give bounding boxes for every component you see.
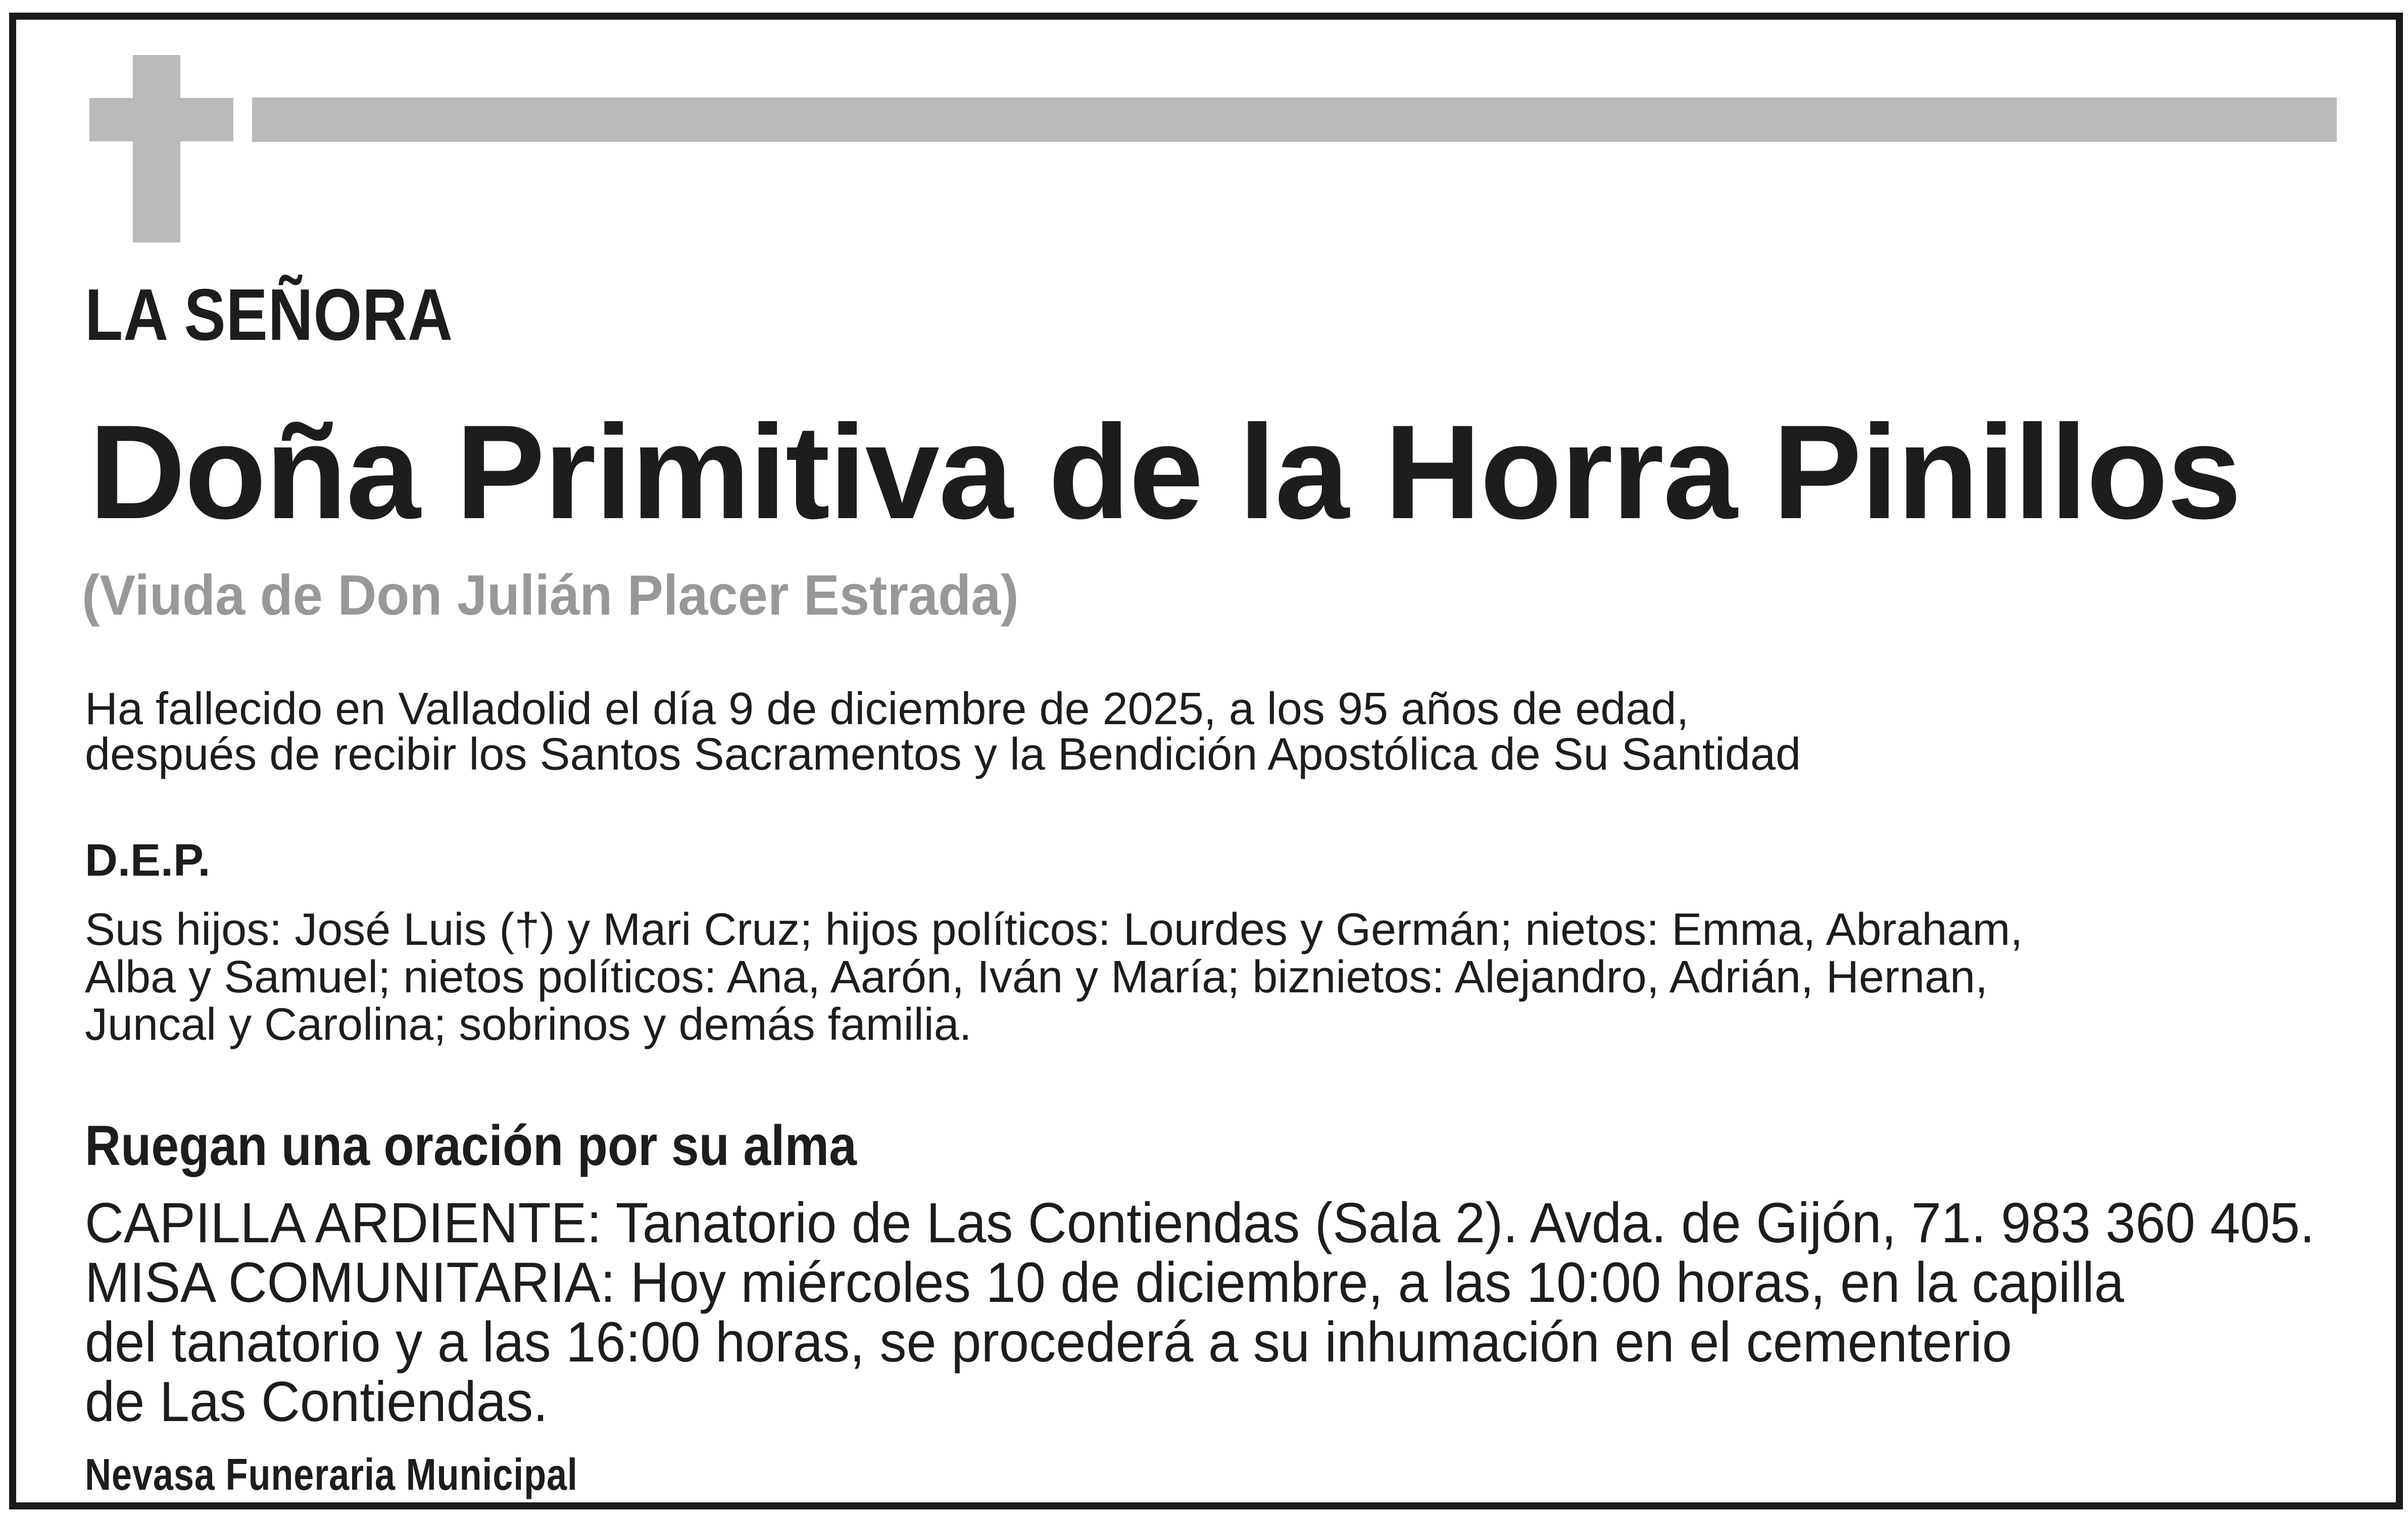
announcement-line-1: Ha fallecido en Valladolid el día 9 de diciembre de 2025, a los 95 años de edad, [85,684,1689,734]
services-line-4: de Las Contiendas. [85,1370,548,1433]
announcement-line-2: después de recibir los Santos Sacramentos y la Bendición Apostólica de Su Santidad [85,729,1801,780]
header-divider-bar [252,97,2337,142]
header-label: LA SEÑORA [85,274,453,356]
cross-vertical-bar [133,55,180,242]
deceased-name-title: Doña Primitiva de la Horra Pinillos [89,397,2241,547]
funeral-home-credit: Nevasa Funeraria Municipal [85,1449,578,1499]
death-announcement [85,684,1801,780]
family-members-paragraph [85,906,2023,1048]
rest-in-peace-abbreviation: D.E.P. [85,835,211,886]
family-line-2: Alba y Samuel; nietos políticos: Ana, Aarón, Iván y María; biznietos: Alejandro, Adrián, Hernan, [85,952,1988,1002]
family-line-1: Sus hijos: José Luis (†) y Mari Cruz; hijos políticos: Lourdes y Germán; nietos: Emma, Abraham, [85,904,2023,955]
services-line-3: del tanatorio y a las 16:00 horas, se procederá a su inhumación en el cementerio [85,1310,2012,1374]
cross-horizontal-bar [89,98,233,141]
funeral-services-paragraph [85,1193,2315,1432]
prayer-request: Ruegan una oración por su alma [85,1114,857,1177]
widow-of-subtitle: (Viuda de Don Julián Placer Estrada) [82,564,1019,627]
family-line-3: Juncal y Carolina; sobrinos y demás familia. [85,999,972,1050]
services-line-misa: MISA COMUNITARIA: Hoy miércoles 10 de diciembre, a las 10:00 horas, en la capilla [85,1251,2124,1314]
services-line-capilla: CAPILLA ARDIENTE: Tanatorio de Las Contiendas (Sala 2). Avda. de Gijón, 71. 983 360 405. [85,1191,2315,1254]
